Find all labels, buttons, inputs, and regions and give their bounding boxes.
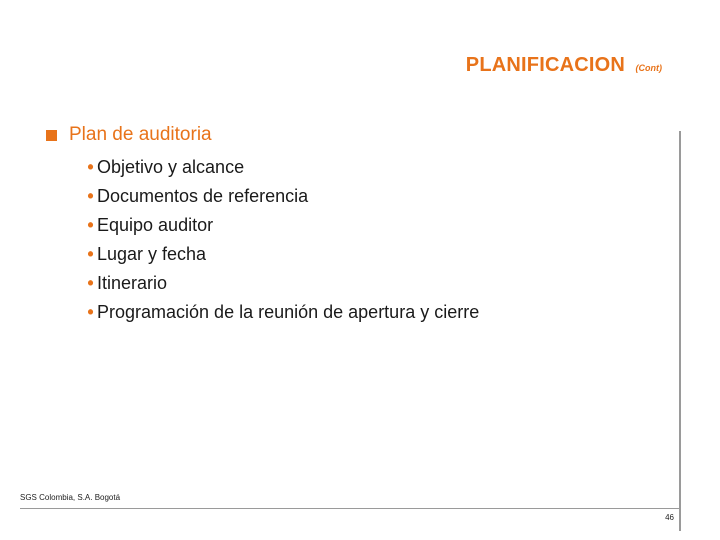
bullet-list <box>86 153 506 327</box>
title-text: PLANIFICACION <box>465 54 626 76</box>
bullet-icon: • <box>87 215 94 235</box>
list-item-text: Equipo auditor <box>97 215 214 235</box>
title-suffix: (Cont) <box>635 63 662 73</box>
list-item <box>86 240 506 269</box>
bullet-icon: • <box>87 186 94 206</box>
vertical-divider <box>679 131 681 531</box>
list-item-text: Documentos de referencia <box>97 186 309 206</box>
list-item <box>86 298 506 327</box>
square-bullet-icon <box>46 130 57 141</box>
bullet-icon: • <box>87 302 94 322</box>
slide-title <box>466 54 662 77</box>
page-number: 46 <box>665 513 674 522</box>
list-item <box>86 269 506 298</box>
list-item-text: Objetivo y alcance <box>97 157 245 177</box>
heading-text: Plan de auditoria <box>69 124 212 145</box>
bullet-icon: • <box>87 157 94 177</box>
section-heading <box>46 124 212 146</box>
list-item-text: Programación de la reunión de apertura y cierre <box>97 302 480 322</box>
footer-text: SGS Colombia, S.A. Bogotá <box>20 493 121 502</box>
list-item <box>86 153 506 182</box>
list-item <box>86 211 506 240</box>
list-item-text: Lugar y fecha <box>97 244 207 264</box>
bullet-icon: • <box>87 244 94 264</box>
horizontal-divider <box>20 508 681 509</box>
list-item-text: Itinerario <box>97 273 168 293</box>
list-item <box>86 182 506 211</box>
bullet-icon: • <box>87 273 94 293</box>
